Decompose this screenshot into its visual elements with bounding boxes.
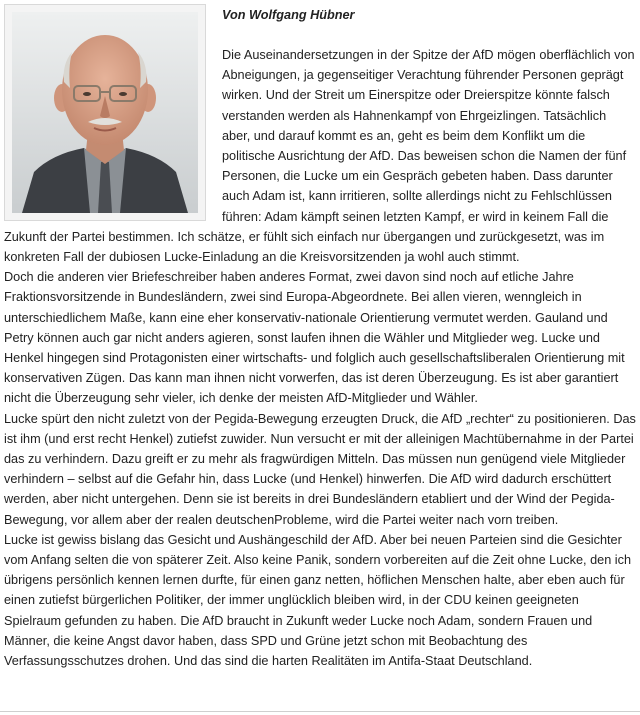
article-paragraph-3: Lucke spürt den nicht zuletzt von der Pegida-Bewegung erzeugten Druck, die AfD „rechter“ zu positionieren. Das ist ihm (und erst recht Henkel) zutiefst zuwider. Nun versucht er mit der alleinigen Machtübernahme in der Partei das zu verhindern. Dazu greift er zu mehr als fragwürdigen Mitteln. Das müssen nun genügend viele Mitglieder verhindern – selbst auf die Gefahr hin, dass Lucke (und Henkel) hinwerfen. Die AfD wird dadurch erschüttert werden, aber nicht untergehen. Denn sie ist bereits in drei Bundesländern etabliert und der Wind der Pegida-Bewegung, vor allem aber der realen deutschenProbleme, wird die Partei weiter nach vorn treiben. bbox=[4, 411, 636, 527]
article-paragraph-2: Doch die anderen vier Briefeschreiber haben anderes Format, zwei davon sind noch auf etliche Jahre Fraktionsvorsitzende in Bundesländern, zwei sind Europa-Abgeordnete. Bei allen vieren, wenngleich in unterschiedlichem Maße, kann eine eher konservativ-nationale Orientierung vermutet werden. Gauland und Petry können auch gar nicht anders agieren, sonst laufen ihnen die Wähler und Mitglieder weg. Lucke und Henkel hingegen sind Protagonisten einer wirtschafts- und folglich auch gesellschaftsliberalen Orientierung mit konservativen Zügen. Das kann man ihnen nicht vorwerfen, das ist deren Überzeugung. Es ist aber garantiert nicht die Überzeugung sehr vieler, ich denke der meisten AfD-Mitglieder und Wähler. bbox=[4, 270, 625, 406]
author-portrait-icon bbox=[12, 12, 198, 213]
article-paragraph-4: Lucke ist gewiss bislang das Gesicht und Aushängeschild der AfD. Aber bei neuen Parteien sind die Gesichter vom Anfang selten die von späterer Zeit. Also keine Panik, sondern vorbereiten auf die Zeit ohne Lucke, den ich übrigens persönlich kennen lernen durfte, für einen ganz netten, höflichen Menschen halte, aber eben auch für einen zutiefst bürgerlichen Politiker, der immer unglücklich bleiben wird, in der CDU keinen geeigneten Spielraum gefunden zu haben. Die AfD braucht in Zukunft weder Lucke noch Adam, sondern Frauen und Männer, die keine Angst davor haben, dass SPD und Grüne jetzt schon mit Beobachtung des Verfassungsschutzes drohen. Und das sind die harten Realitäten im Antifa-Staat Deutschland. bbox=[4, 532, 632, 669]
author-byline: Von Wolfgang Hübner bbox=[222, 8, 355, 22]
divider bbox=[0, 711, 640, 712]
article-paragraph-1: Die Auseinandersetzungen in der Spitze der AfD mögen oberflächlich von Abneigungen, ja gegenseitiger Verachtung führender Personen geprägt wirken. Und der Streit um Einerspitze oder Dreierspitze könnte falsch verstanden werden als Hahnenkampf von Ehrgeizlingen. Tatsächlich aber, und darauf kommt es an, geht es beim dem Konflikt um die politische Ausrichtung der AfD. Das beweisen schon die Namen der fünf Personen, die Lucke um ein Gespräch gebeten haben. Dass darunter auch Adam ist, kann irritieren, sollte allerdings nicht zu Fehlschlüssen führen: Adam kämpft seinen letzten Kampf, er wird in keinem Fall die Zukunft der Partei bestimmen. Ich schätze, er fühlt sich einfach nur übergangen und zurückgesetzt, was im konkreten Fall der dubiosen Lucke-Einladung an die Kreisvorsitzenden ja wohl auch stimmt. bbox=[4, 48, 635, 265]
author-photo bbox=[4, 4, 206, 221]
